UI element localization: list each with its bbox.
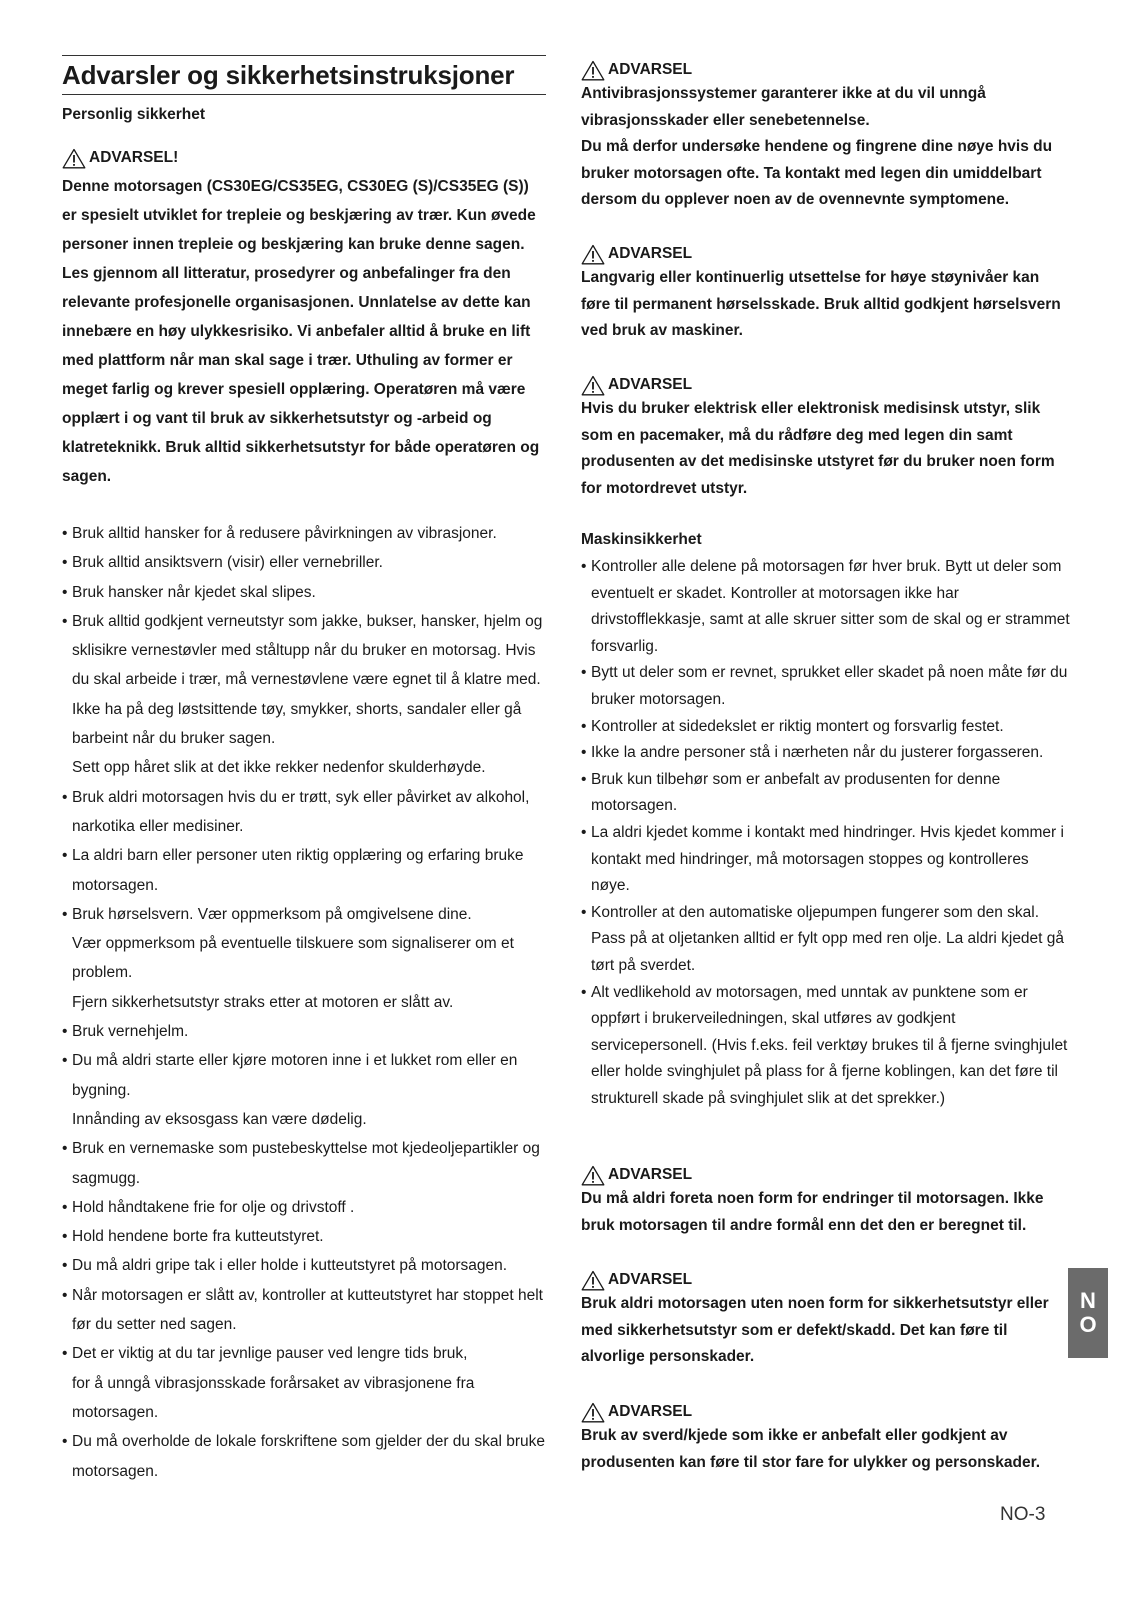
list-item <box>62 578 546 607</box>
list-item <box>62 783 546 842</box>
bullet-mark: • <box>581 717 587 735</box>
warning-text-2: Du må derfor undersøke hendene og fingrene dine nøye hvis du bruker motorsagen ofte. Ta kontakt med legen din umiddelbart dersom du opplever noen av de ovennevnte symptomene. <box>581 138 1053 209</box>
bullet-mark: • <box>62 1433 68 1451</box>
list-item-note: Fjern sikkerhetsutstyr straks etter at motoren er slått av. <box>72 993 454 1011</box>
bullet-mark: • <box>581 664 587 682</box>
list-item <box>62 607 546 783</box>
bullet-mark: • <box>62 788 68 806</box>
page-number: NO-3 <box>1000 1504 1046 1525</box>
list-item <box>62 1281 546 1340</box>
list-item <box>62 1193 546 1222</box>
warning-label: ADVARSEL <box>608 1271 693 1288</box>
list-item-text: Kontroller alle delene på motorsagen før hver bruk. Bytt ut deler som eventuelt er skadet. Kontroller at motorsagen ikke har drivstofflekkasje, samt at alle skruer sitter som de skal og er strammet forsvarlig. <box>591 558 1070 655</box>
warning-block-main <box>62 147 546 491</box>
warning-text: Bruk av sverd/kjede som ikke er anbefalt eller godkjent av produsenten kan føre til stor fare for ulykker og personskader. <box>581 1427 1041 1471</box>
bullet-mark: • <box>62 847 68 865</box>
warning-label: ADVARSEL <box>608 376 693 393</box>
list-item-text: Ikke la andre personer stå i nærheten når du justerer forgasseren. <box>591 744 1044 762</box>
warning-block-safety-equipment <box>581 1269 1071 1371</box>
list-item <box>62 1017 546 1046</box>
bullet-mark: • <box>62 1140 68 1158</box>
list-item <box>62 1427 546 1486</box>
list-item <box>62 548 546 577</box>
bullet-mark: • <box>62 1228 68 1246</box>
list-item-note: Vær oppmerksom på eventuelle tilskuere som signaliserer om et problem. <box>72 935 514 982</box>
bullet-mark: • <box>581 744 587 762</box>
list-item-text: Det er viktig at du tar jevnlige pauser ved lengre tids bruk, <box>72 1345 468 1363</box>
list-item-text: Du må aldri starte eller kjøre motoren inne i et lukket rom eller en bygning. <box>72 1052 518 1099</box>
warning-block-noise <box>581 243 1071 345</box>
section-heading-machine-safety: Maskinsikkerhet <box>581 531 702 548</box>
list-item <box>581 660 1071 713</box>
title-bar <box>62 55 546 95</box>
list-item-note: Innånding av eksosgass kan være dødelig. <box>72 1110 367 1128</box>
list-item <box>62 841 546 900</box>
language-tab <box>1068 1268 1108 1358</box>
bullet-mark: • <box>62 1345 68 1363</box>
list-item-text: Du må aldri gripe tak i eller holde i kutteutstyret på motorsagen. <box>72 1257 508 1275</box>
warning-text: Langvarig eller kontinuerlig utsettelse for høye støynivåer kan føre til permanent hørselsskade. Bruk alltid godkjent hørselsvern ved bruk av maskiner. <box>581 269 1061 340</box>
list-item-text: Bruk aldri motorsagen hvis du er trøtt, syk eller påvirket av alkohol, narkotika eller medisiner. <box>72 788 530 835</box>
machine-safety-list <box>581 554 1071 1112</box>
list-item <box>581 900 1071 980</box>
list-item <box>62 519 546 548</box>
bullet-mark: • <box>62 554 68 572</box>
bullet-mark: • <box>62 905 68 923</box>
list-item-note: for å unngå vibrasjonsskade forårsaket av vibrasjonene fra motorsagen. <box>72 1374 475 1421</box>
warning-icon <box>581 375 605 396</box>
list-item-text: La aldri kjedet komme i kontakt med hindringer. Hvis kjedet kommer i kontakt med hindringer, må motorsagen stoppes og kontrolleres nøye. <box>591 823 1064 895</box>
list-item <box>62 1046 546 1134</box>
bullet-mark: • <box>62 1257 68 1275</box>
bullet-mark: • <box>62 1023 68 1041</box>
warning-icon <box>62 148 86 169</box>
warning-text: Hvis du bruker elektrisk eller elektronisk medisinsk utstyr, slik som en pacemaker, må du rådføre deg med legen din samt produsenten av det medisinske utstyret før du bruker noen form for motordrevet utstyr. <box>581 400 1055 497</box>
list-item-text: Hold hendene borte fra kutteutstyret. <box>72 1228 324 1246</box>
warning-icon <box>581 1165 605 1186</box>
warning-label: ADVARSEL! <box>89 149 179 166</box>
list-item-text: Hold håndtakene frie for olje og drivstoff . <box>72 1198 355 1216</box>
list-item-text: Du må overholde de lokale forskriftene som gjelder der du skal bruke motorsagen. <box>72 1433 545 1480</box>
warning-icon <box>581 60 605 81</box>
list-item <box>581 980 1071 1113</box>
list-item-text: Bytt ut deler som er revnet, sprukket eller skadet på noen måte før du bruker motorsagen. <box>591 664 1068 708</box>
bullet-mark: • <box>581 770 587 788</box>
list-item <box>581 820 1071 900</box>
list-item-text: Bruk alltid hansker for å redusere påvirkningen av vibrasjoner. <box>72 525 497 542</box>
bullet-mark: • <box>62 612 68 630</box>
personal-safety-list <box>62 519 546 1486</box>
warning-block-bar-chain <box>581 1401 1071 1476</box>
section-heading-personal-safety: Personlig sikkerhet <box>62 106 206 123</box>
warning-block-vibration <box>581 59 1071 214</box>
warning-block-modification <box>581 1164 1071 1239</box>
warning-icon <box>581 244 605 265</box>
list-item-text: Bruk hansker når kjedet skal slipes. <box>72 583 316 601</box>
bullet-mark: • <box>581 823 587 841</box>
list-item-note: Sett opp håret slik at det ikke rekker nedenfor skulderhøyde. <box>72 759 486 777</box>
list-item <box>62 1134 546 1193</box>
bullet-mark: • <box>581 903 587 921</box>
list-item-text: Bruk vernehjelm. <box>72 1023 189 1041</box>
list-item <box>581 740 1071 767</box>
warning-label: ADVARSEL <box>608 61 693 78</box>
list-item-text: Bruk kun tilbehør som er anbefalt av produsenten for denne motorsagen. <box>591 770 1001 815</box>
page-title: Advarsler og sikkerhetsinstruksjoner <box>62 60 515 90</box>
list-item-text: Bruk hørselsvern. Vær oppmerksom på omgivelsene dine. <box>72 905 472 923</box>
list-item-text: La aldri barn eller personer uten riktig opplæring og erfaring bruke motorsagen. <box>72 847 524 894</box>
bullet-mark: • <box>62 1198 68 1216</box>
bullet-mark: • <box>62 1052 68 1070</box>
bullet-mark: • <box>581 983 587 1001</box>
language-tab-letter-1: N <box>1080 1288 1096 1313</box>
list-item <box>62 1251 546 1280</box>
warning-text: Du må aldri foreta noen form for endringer til motorsagen. Ikke bruk motorsagen til andre formål enn det den er beregnet til. <box>581 1190 1044 1234</box>
list-item <box>581 714 1071 741</box>
list-item-text: Bruk en vernemaske som pustebeskyttelse mot kjedeoljepartikler og sagmugg. <box>72 1140 540 1187</box>
warning-block-medical <box>581 374 1071 502</box>
warning-label: ADVARSEL <box>608 245 693 262</box>
warning-text: Denne motorsagen (CS30EG/CS35EG, CS30EG (S)/CS35EG (S)) er spesielt utviklet for trepleie og beskjæring av trær. Kun øvede personer innen trepleie og beskjæring kan bruke denne sagen. Les gjennom all litteratur, prosedyrer og anbefalinger fra den relevante profesjonelle organisasjonen. Unnlatelse av dette kan innebære en høy ulykkesrisiko. Vi anbefaler alltid å bruke en lift med plattform når man skal sage i trær. Uthuling av former er meget farlig og krever spesiell opplæring. Operatøren må være opplært i og vant til bruk av sikkerhetsutstyr og -arbeid og klatreteknikk. Bruk alltid sikkerhetsutstyr for både operatøren og sagen. <box>62 178 540 485</box>
list-item <box>581 767 1071 820</box>
list-item-text: Når motorsagen er slått av, kontroller at kutteutstyret har stoppet helt før du setter ned sagen. <box>72 1286 543 1334</box>
language-tab-letter-2: O <box>1079 1312 1097 1337</box>
list-item-text: Bruk alltid godkjent verneutstyr som jakke, bukser, hansker, hjelm og sklisikre vernestøvler med ståltupp når du bruker en motorsag. Hvis du skal arbeide i trær, må vernestøvlene være egnet til å klatre med. Ikke ha på deg løstsittende tøy, smykker, shorts, sandaler eller gå barbeint når du bruker sagen. <box>72 612 543 748</box>
warning-icon <box>581 1402 605 1423</box>
warning-icon <box>581 1270 605 1291</box>
list-item <box>62 900 546 1017</box>
bullet-mark: • <box>581 558 587 575</box>
list-item-text: Alt vedlikehold av motorsagen, med unntak av punktene som er oppført i brukerveiledningen, skal utføres av godkjent servicepersonell. (Hvis f.eks. feil verktøy brukes til å fjerne svinghjulet eller holde svinghjulet på plass for å fjerne koblingen, kan det føre til strukturell skade på svinghjulet slik at det sprekker.) <box>591 983 1068 1107</box>
warning-label: ADVARSEL <box>608 1166 693 1183</box>
bullet-mark: • <box>62 525 68 542</box>
bullet-mark: • <box>62 1286 68 1304</box>
list-item <box>581 554 1071 660</box>
list-item <box>62 1222 546 1251</box>
list-item-text: Kontroller at sidedekslet er riktig montert og forsvarlig festet. <box>591 717 1004 735</box>
warning-text: Antivibrasjonssystemer garanterer ikke at du vil unngå vibrasjonsskader eller senebetennelse. <box>581 85 986 129</box>
warning-text: Bruk aldri motorsagen uten noen form for sikkerhetsutstyr eller med sikkerhetsutstyr som er defekt/skadd. Det kan føre til alvorlige personskader. <box>581 1295 1049 1366</box>
list-item-text: Kontroller at den automatiske oljepumpen fungerer som den skal. Pass på at oljetanken alltid er fylt opp med ren olje. La aldri kjedet gå tørt på sverdet. <box>591 903 1065 974</box>
warning-label: ADVARSEL <box>608 1403 693 1420</box>
list-item <box>62 1339 546 1427</box>
list-item-text: Bruk alltid ansiktsvern (visir) eller vernebriller. <box>72 554 383 572</box>
bullet-mark: • <box>62 583 68 601</box>
